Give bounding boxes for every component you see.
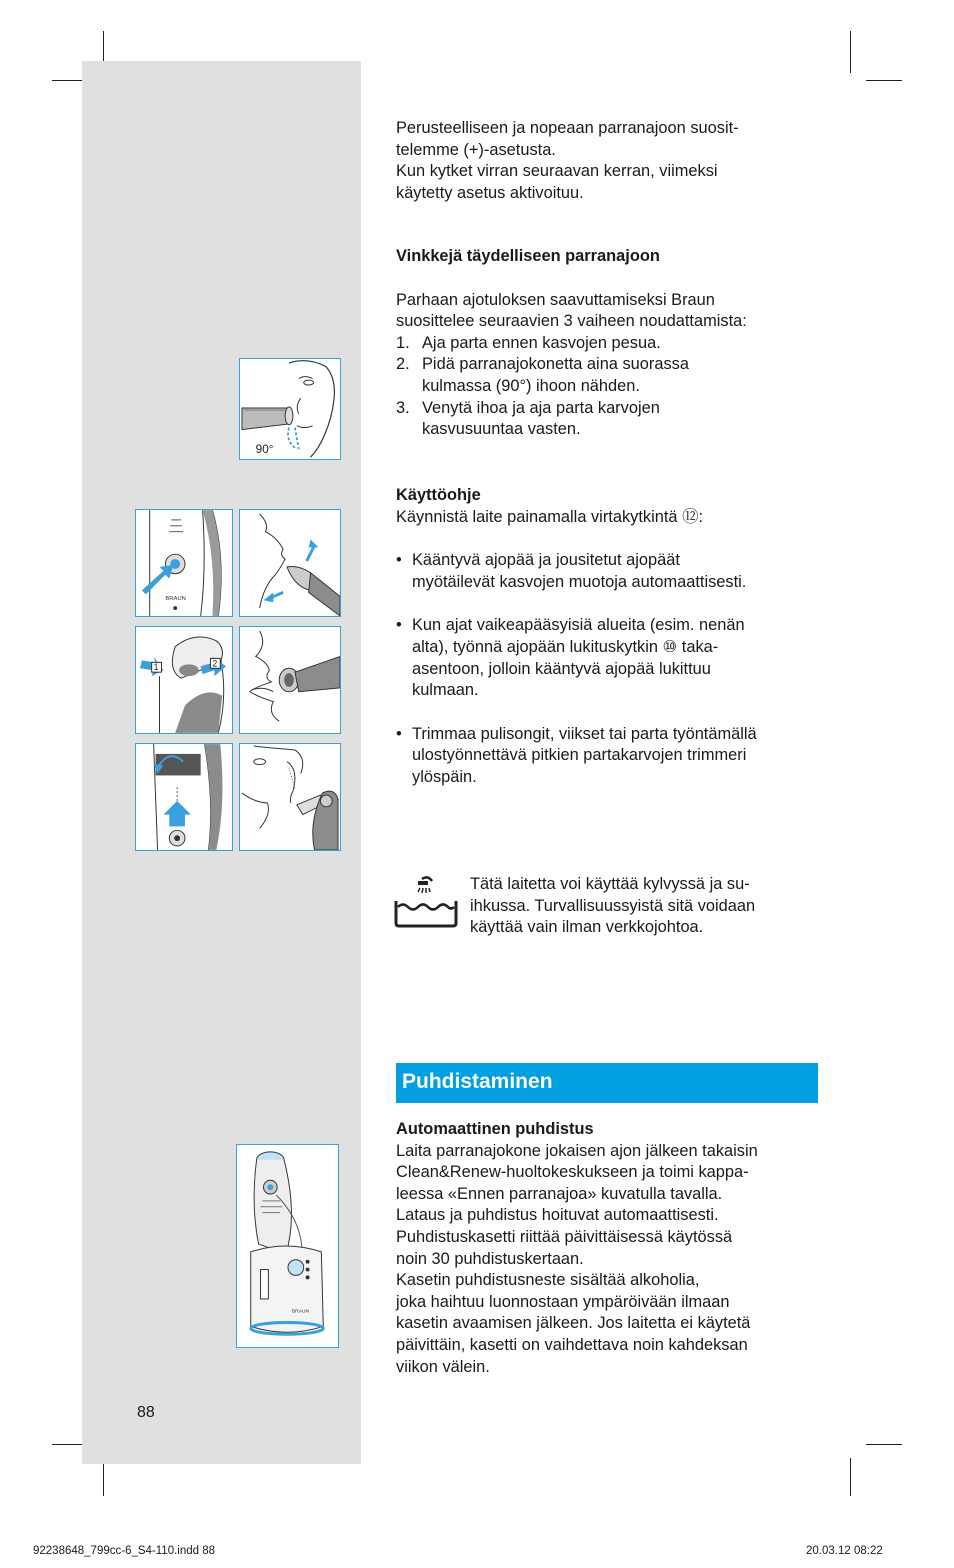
- brand-label: BRAUN: [291, 1309, 310, 1315]
- illustration-face-angle: [239, 358, 341, 460]
- tips-heading: Vinkkejä täydelliseen parranajoon: [396, 247, 660, 265]
- intro-line: telemme (+)-asetusta.: [396, 140, 556, 159]
- illustration-trimmer-slide: [135, 743, 233, 851]
- section-title: Puhdistaminen: [402, 1070, 553, 1093]
- angle-label: 90°: [255, 443, 274, 457]
- crop-mark: [52, 80, 82, 81]
- intro-line: Perusteelliseen ja nopeaan parranajoon suosit-: [396, 119, 739, 137]
- intro-paragraph: [396, 118, 821, 204]
- list-item: 1. Aja parta ennen kasvojen pesua.: [396, 333, 661, 352]
- step-one-label: 1: [153, 662, 159, 673]
- footer-date: 20.03.12 08:22: [806, 1545, 883, 1557]
- illustration-sideburn-trim: [239, 743, 341, 851]
- crop-mark: [850, 31, 851, 73]
- illustration-under-nose: [239, 626, 341, 734]
- shower-bath-icon: [394, 873, 458, 929]
- tips-section: [396, 246, 821, 441]
- crop-mark: [866, 1444, 902, 1445]
- tips-lead-line: Parhaan ajotuloksen saavuttamiseksi Braun: [396, 290, 715, 309]
- crop-mark: [52, 1444, 82, 1445]
- intro-line: Kun kytket virran seuraavan kerran, viimeksi: [396, 162, 718, 181]
- footer-file: 92238648_799cc-6_S4-110.indd 88: [33, 1545, 216, 1557]
- usage-section: [396, 485, 821, 789]
- list-item: • Kääntyvä ajopää ja jousitetut ajopäät myötäilevät kasvojen muotoja automaattisesti.: [396, 551, 747, 591]
- list-item: 3. Venytä ihoa ja aja parta karvojen kasvusuuntaa vasten.: [396, 398, 660, 439]
- cleaning-section: Automaattinen puhdistus Laita parranajokone jokaisen ajon jälkeen takaisin Clean&Renew-huoltokeskukseen ja toimi kappa- leessa «Ennen parranajoa» kuvatulla tavalla. Lataus ja puhdistus hoituvat automaattisesti. Puhdistuskasetti riittää päivittäisessä käytössä noin 30 puhdistuskertaan. Kasetin puhdistusneste sisältää alkoholia, joka haihtuu luonnostaan ympäröivään ilmaan kasetin avaamisen jälkeen. Jos laitetta ei käytetä päivittäin, kasetti on vaihdettava noin kahdeksan viikon välein.: [396, 1119, 821, 1378]
- illustration-clean-renew-station: [236, 1144, 339, 1348]
- page-number: 88: [137, 1404, 155, 1421]
- bath-paragraph: Tätä laitetta voi käyttää kylvyssä ja su- ihkussa. Turvallisuussyistä sitä voidaan käyttää vain ilman verkkojohtoa.: [470, 875, 756, 937]
- list-item: • Kun ajat vaikeapääsyisiä alueita (esim. nenän alta), työnnä ajopään lukituskytkin ⑩ taka- asentoon, jolloin kääntyvä ajopää lukittuu kulmaan.: [396, 616, 745, 700]
- section-heading-bar: [396, 1063, 818, 1103]
- cleaning-heading: Automaattinen puhdistus: [396, 1120, 594, 1138]
- crop-mark: [866, 80, 902, 81]
- crop-mark: [850, 1458, 851, 1496]
- tips-lead-line: suosittelee seuraavien 3 vaiheen noudattamista:: [396, 312, 747, 331]
- illustration-pivoting-head: [239, 509, 341, 617]
- step-two-label: 2: [212, 658, 218, 669]
- intro-line: käytetty asetus aktivoituu.: [396, 183, 584, 202]
- usage-intro: Käynnistä laite painamalla virtakytkintä ⑫:: [396, 507, 704, 526]
- list-item: 2. Pidä parranajokonetta aina suorassa kulmassa (90°) ihoon nähden.: [396, 355, 689, 395]
- illustration-power-button: [135, 509, 233, 617]
- list-item: • Trimmaa pulisongit, viikset tai parta työntämällä ulostyönnettävä pitkien partakarvojen trimmeri ylöspäin.: [396, 724, 757, 786]
- brand-label: BRAUN: [165, 596, 186, 603]
- usage-heading: Käyttöohje: [396, 486, 481, 504]
- tips-steps: [396, 333, 821, 441]
- illustration-lock-switch: [135, 626, 233, 734]
